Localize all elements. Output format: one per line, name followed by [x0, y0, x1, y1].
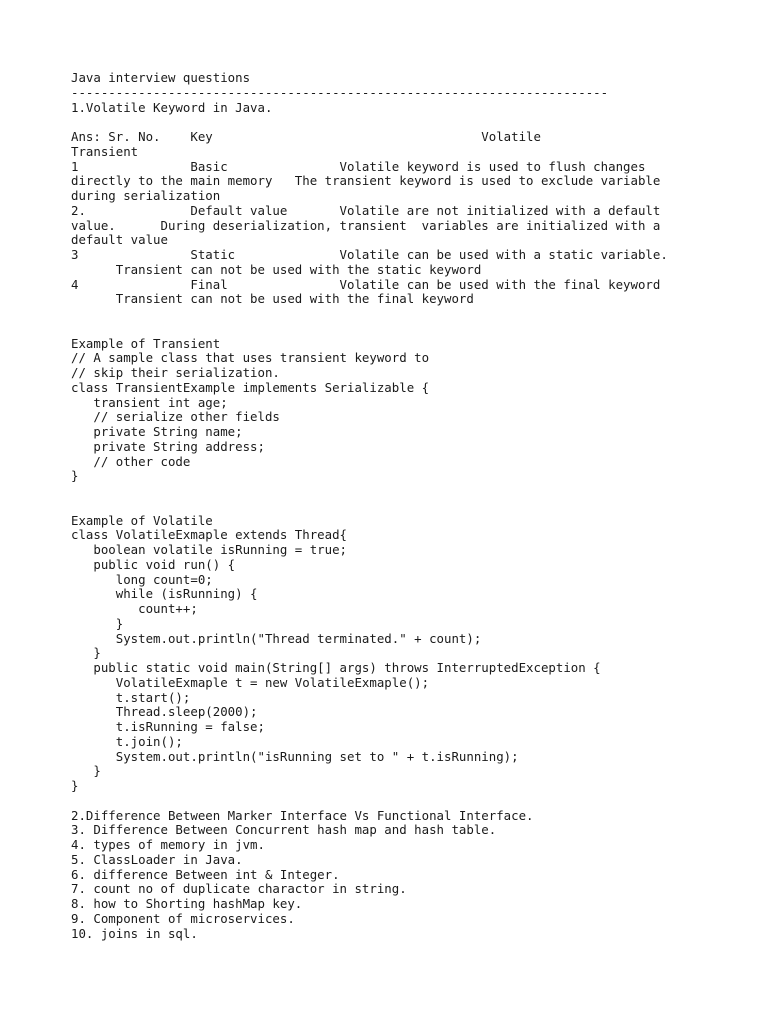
document-line: VolatileExmaple t = new VolatileExmaple(); — [71, 674, 430, 690]
document-line: while (isRunning) { — [71, 586, 258, 602]
document-line: public static void main(String[] args) throws InterruptedException { — [71, 660, 601, 675]
document-line: } — [71, 468, 79, 484]
document-line: count++; — [71, 601, 198, 616]
document-line — [71, 484, 761, 499]
document-line: 2. Default value Volatile are not initialized with a default — [71, 202, 661, 218]
document-line: 1 Basic Volatile keyword is used to flush changes — [71, 158, 646, 174]
document-line: class TransientExample implements Serializable { — [71, 379, 430, 395]
document-line: 10. joins in sql. — [71, 925, 198, 941]
document-line: private String name; — [71, 424, 243, 439]
document-line: 2.Difference Between Marker Interface Vs Functional Interface. — [71, 807, 534, 823]
document-line: 6. difference Between int & Integer. — [71, 866, 340, 882]
document-line: Transient can not be used with the static keyword — [71, 261, 482, 277]
document-line: 9. Component of microservices. — [71, 910, 295, 926]
document-line: transient int age; — [71, 394, 228, 410]
document-line: default value — [71, 232, 168, 248]
document-line: Transient can not be used with the final keyword — [71, 291, 474, 307]
document-line — [71, 115, 761, 130]
document-line: } — [71, 615, 124, 631]
document-line: 3 Static Volatile can be used with a static variable. — [71, 247, 668, 262]
document-line: Example of Volatile — [71, 512, 213, 528]
document-line — [71, 307, 761, 322]
document-line — [71, 794, 761, 809]
document-line: Thread.sleep(2000); — [71, 704, 258, 720]
document-line: class VolatileExmaple extends Thread{ — [71, 527, 348, 543]
document-line: 5. ClassLoader in Java. — [71, 851, 243, 867]
document-line: } — [71, 778, 79, 793]
document-line: t.isRunning = false; — [71, 719, 265, 734]
document-line: during serialization — [71, 188, 221, 203]
document-line: 4. types of memory in jvm. — [71, 837, 265, 852]
document-line — [71, 322, 761, 337]
document-line: private String address; — [71, 438, 265, 454]
document-line: } — [71, 763, 101, 779]
document-line: Example of Transient — [71, 335, 221, 351]
document-line: long count=0; — [71, 571, 213, 587]
document-line: t.start(); — [71, 689, 191, 705]
document-line: Transient — [71, 143, 139, 159]
document-line: // other code — [71, 453, 191, 469]
document-line — [71, 499, 761, 514]
document-line: 1.Volatile Keyword in Java. — [71, 99, 273, 115]
document-line: Java interview questions — [71, 70, 251, 85]
document-line: 7. count no of duplicate charactor in string. — [71, 881, 407, 897]
document-line: 3. Difference Between Concurrent hash map and hash table. — [71, 822, 497, 838]
document-line: t.join(); — [71, 733, 183, 749]
document-line: // serialize other fields — [71, 409, 280, 425]
document-line: System.out.println("Thread terminated." + count); — [71, 630, 482, 646]
document-line: boolean volatile isRunning = true; — [71, 542, 348, 557]
document-line: System.out.println("isRunning set to " + t.isRunning); — [71, 748, 519, 764]
document-line: 4 Final Volatile can be used with the final keyword — [71, 276, 661, 292]
document-line: ------------------------------------------------------------------------ — [71, 84, 609, 100]
document-text — [71, 71, 761, 941]
document-line: // skip their serialization. — [71, 365, 280, 380]
document-line: directly to the main memory The transient keyword is used to exclude variable — [71, 173, 661, 189]
document-line: // A sample class that uses transient keyword to — [71, 350, 430, 366]
document-line: 8. how to Shorting hashMap key. — [71, 896, 303, 911]
document-line: value. During deserialization, transient variables are initialized with a — [71, 217, 661, 233]
document-line: public void run() { — [71, 556, 236, 572]
document-line: } — [71, 645, 101, 661]
document-line: Ans: Sr. No. Key Volatile — [71, 129, 541, 144]
